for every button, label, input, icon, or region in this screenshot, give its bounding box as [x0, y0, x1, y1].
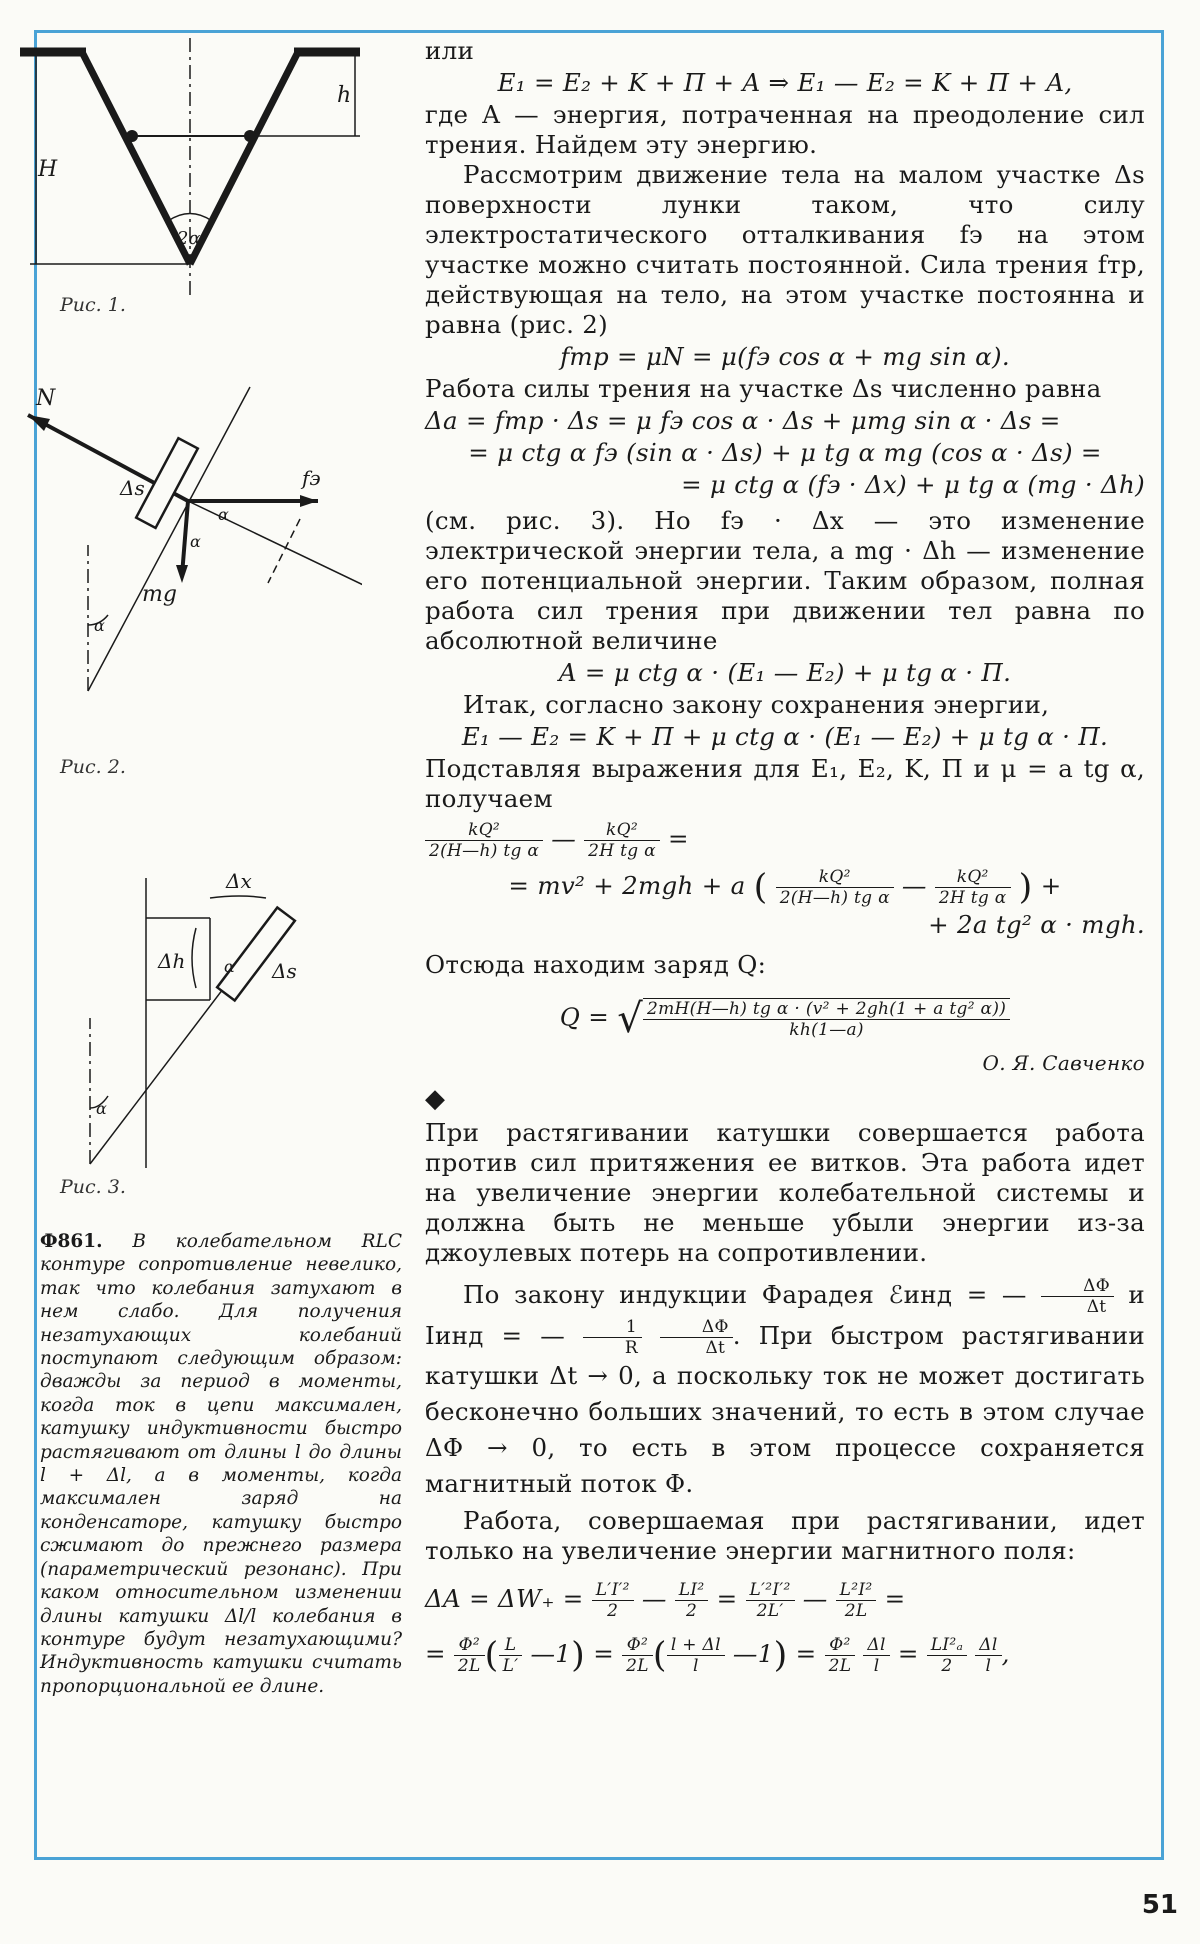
problem-text: В колебательном RLC контуре сопротивление невелико, так что колебания затухают в нем слабо. Для получения незатухающих колебаний поступают следующим образом: дважды за период в моменты, когда ток в цепи максимален, катушку индуктивности быстро растягивают от длины l до длины l + Δl, а в моменты, когда максимален заряд на конденсаторе, катушку быстро сжимают до прежнего размера (параметрический резонанс). При каком относительном изменении длины катушки Δl/l колебания в контуре будут незатухающими? Индуктивность катушки считать пропорциональной ее длине.	[40, 1231, 402, 1697]
figure-1	[0, 36, 362, 316]
q-lhs: Q =	[559, 1002, 610, 1032]
fig2-label-alpha3: α	[94, 616, 105, 635]
problem-number: Ф861.	[40, 1231, 103, 1252]
equation-5: E₁ — E₂ = K + П + μ ctg α · (E₁ — E₂) + μ tg α · П.	[461, 722, 1109, 751]
paragraph-5: Итак, согласно закону сохранения энергии,	[463, 690, 1050, 719]
paragraph-10: Работа, совершаемая при растягивании, идет только на увеличение энергии магнитного поля:	[425, 1506, 1145, 1565]
fraction: $\frac{\text{kQ²}}{\text{2H tg α}}$	[584, 820, 660, 861]
paragraph-7: Отсюда находим заряд Q:	[425, 950, 767, 979]
fig3-label-dx: Δx	[226, 869, 252, 893]
paragraph-1: где A — энергия, потраченная на преодоление сил трения. Найдем эту энергию.	[425, 100, 1145, 159]
fig1-caption: Рис. 1.	[60, 294, 126, 316]
equation-6c: + 2a tg² α · mgh.	[928, 910, 1145, 939]
equation-7: ΔA = ΔW₊ = $\frac{\text{L′I′²}}{2}$ — $\frac{\text{LI²}}{2}$ = $\frac{\text{L′²I′²}}{2L'}$ — $\frac{\text{L²I²}}{2L}$ =	[425, 1580, 906, 1621]
diamond-separator: ◆	[425, 1084, 446, 1114]
equation-3a: Δa = fтр · Δs = μ fэ cos α · Δs + μmg sin α · Δs =	[425, 406, 1061, 435]
fig1-label-angle: 2α	[177, 228, 201, 249]
equation-3b: = μ ctg α fэ (sin α · Δs) + μ tg α mg (cos α · Δs) =	[468, 438, 1102, 467]
fraction: $\frac{\text{kQ²}}{\text{2(H—h) tg α}}$	[425, 820, 543, 861]
fig1-label-H: H	[38, 157, 58, 182]
page-number: 51	[1141, 1890, 1178, 1920]
fig3-label-dh: Δh	[158, 949, 186, 973]
paragraph-3: Работа силы трения на участке Δs численно равна	[425, 374, 1102, 403]
equation-3c: = μ ctg α (fэ · Δx) + μ tg α (mg · Δh)	[681, 470, 1145, 499]
sqrt: √ $\frac{\text{2mH(H—h) tg α · (v² + 2gh(1 + a tg² α))}}{kh(1—a)}$	[617, 998, 1010, 1040]
paragraph-8: При растягивании катушки совершается работа против сил притяжения ее витков. Эта работа идет на увеличение энергии колебательной системы и должна быть не меньше убыли энергии из-за джоулевых потерь на сопротивлении.	[425, 1118, 1145, 1267]
fraction: $\frac{\text{kQ²}}{\text{2(H—h) tg α}}$	[776, 867, 894, 908]
fig2-label-fe: fэ	[302, 466, 321, 490]
fig3-label-alpha1: α	[224, 957, 235, 976]
main-text	[425, 36, 1145, 1678]
fig2-label-alpha1: α	[218, 505, 229, 524]
figure-3	[0, 868, 362, 1188]
paragraph-2: Рассмотрим движение тела на малом участке Δs поверхности лунки таком, что силу электростатического отталкивания fэ на этом участке можно считать постоянной. Сила трения fтр, действующая на тело, на этом участке постоянна и равна (рис. 2)	[425, 160, 1145, 339]
fig1-label-h: h	[337, 83, 352, 108]
figure-2	[0, 375, 362, 715]
paragraph-9: По закону индукции Фарадея ℰинд = — $\frac{\Delta\Phi}{\Delta t}$ и Iинд = — $\frac{1}{R}$ $\frac{\Delta\Phi}{\Delta t}$ . При быстром растягивании катушки Δt → 0, а поскольку ток не может достигать бесконечно больших значений, то есть в этом случае ΔΦ → 0, то есть в этом процессе сохраняется магнитный поток Φ.	[425, 1276, 1146, 1498]
equation-6a: $\frac{\text{kQ²}}{\text{2(H—h) tg α}}$ — $\frac{\text{kQ²}}{\text{2H tg α}}$ =	[425, 820, 1145, 861]
problem-f861	[40, 1230, 402, 1698]
fig3-label-alpha2: α	[96, 1099, 107, 1118]
eq6-mid: = mv² + 2mgh + a	[508, 871, 746, 900]
paragraph-4: (см. рис. 3). Но fэ · Δx — это изменение электрической энергии тела, а mg · Δh — изменение его потенциальной энергии. Таким образом, полная работа сил трения при движении тел равна по абсолютной величине	[425, 506, 1145, 655]
signature: О. Я. Савченко	[982, 1051, 1145, 1075]
fig2-label-alpha2: α	[190, 532, 201, 551]
text-ili: или	[425, 36, 475, 65]
fig3-caption: Рис. 3.	[60, 1176, 126, 1198]
equation-2: fтр = μN = μ(fэ cos α + mg sin α).	[560, 342, 1010, 371]
fraction: $\frac{\text{kQ²}}{\text{2H tg α}}$	[935, 867, 1011, 908]
fig2-label-mg: mg	[142, 582, 177, 607]
equation-4: A = μ ctg α · (E₁ — E₂) + μ tg α · П.	[558, 658, 1012, 687]
fig2-label-N: N	[36, 386, 56, 411]
paragraph-6: Подставляя выражения для E₁, E₂, K, П и μ = a tg α, получаем	[425, 754, 1145, 813]
equation-6b: = mv² + 2mgh + a ( $\frac{\text{kQ²}}{\text{2(H—h) tg α}}$ — $\frac{\text{kQ²}}{\text{2H tg α}}$ ) +	[508, 867, 1062, 908]
fig3-label-ds: Δs	[272, 959, 297, 983]
fig2-label-ds: Δs	[120, 476, 145, 500]
equation-8: = $\frac{\text{Φ²}}{2L}$ ( $\frac{L}{L'}$ —1) = $\frac{\text{Φ²}}{2L}$ ( $\frac{l + \Delta l}{l}$ —1) = $\frac{\text{Φ²}}{2L}$ $\frac{\Delta l}{l}$ = $\frac{\text{LI²ₐ}}{2}$ $\frac{\Delta l}{l}$ ,	[425, 1635, 1010, 1676]
equation-q	[425, 998, 1145, 1040]
equation-1: E₁ = E₂ + K + П + A ⇒ E₁ — E₂ = K + П + A,	[497, 68, 1073, 97]
fig2-caption: Рис. 2.	[60, 756, 126, 778]
